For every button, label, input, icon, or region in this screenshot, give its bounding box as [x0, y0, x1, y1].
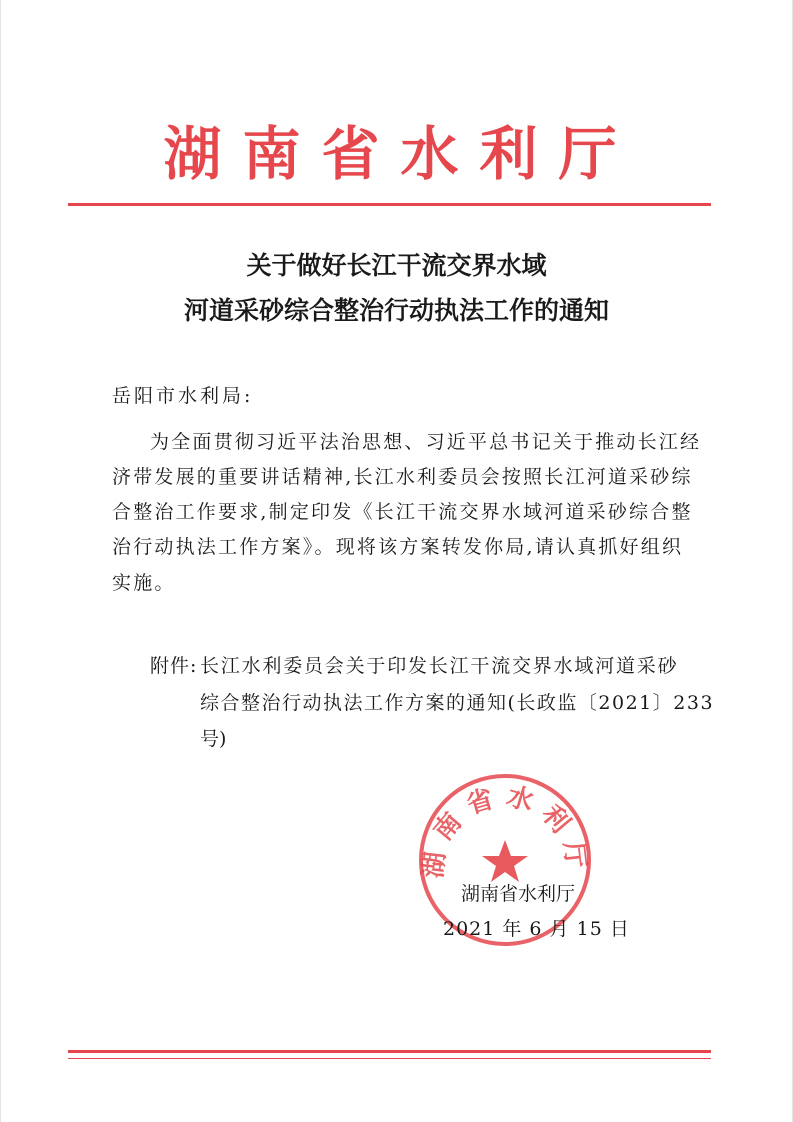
signature-date: 2021 年 6 月 15 日: [443, 918, 630, 940]
svg-text:湖南省水利厅: 湖南省水利厅: [418, 781, 592, 880]
attachment-line: 综合整治行动执法工作方案的通知(长政监〔2021〕233: [200, 692, 715, 714]
footer-red-rule-thin: [68, 1058, 711, 1059]
body-line: 为全面贯彻习近平法治思想、习近平总书记关于推动长江经: [150, 431, 702, 453]
document-title-line-2: 河道采砂综合整治行动执法工作的通知: [183, 296, 609, 325]
body-line: 济带发展的重要讲话精神,长江水利委员会按照长江河道采砂综: [112, 466, 693, 488]
body-line: 合整治工作要求,制定印发《长江干流交界水域河道采砂综合整: [112, 501, 693, 523]
body-line: 实施。: [112, 572, 176, 594]
attachment-line: 长江水利委员会关于印发长江干流交界水域河道采砂: [200, 655, 679, 677]
body-line: 治行动执法工作方案》。现将该方案转发你局,请认真抓好组织: [112, 536, 684, 558]
attachment-label: 附件:: [150, 655, 198, 677]
footer-red-rule: [68, 1050, 711, 1053]
salutation: 岳阳市水利局:: [112, 385, 254, 407]
letterhead-org-name: 湖南省水利厅: [163, 120, 638, 188]
letterhead-red-rule: [68, 203, 711, 206]
attachment-line: 号): [200, 728, 227, 750]
signature-org: 湖南省水利厅: [461, 883, 576, 905]
document-title-line-1: 关于做好长江干流交界水域: [246, 251, 547, 280]
